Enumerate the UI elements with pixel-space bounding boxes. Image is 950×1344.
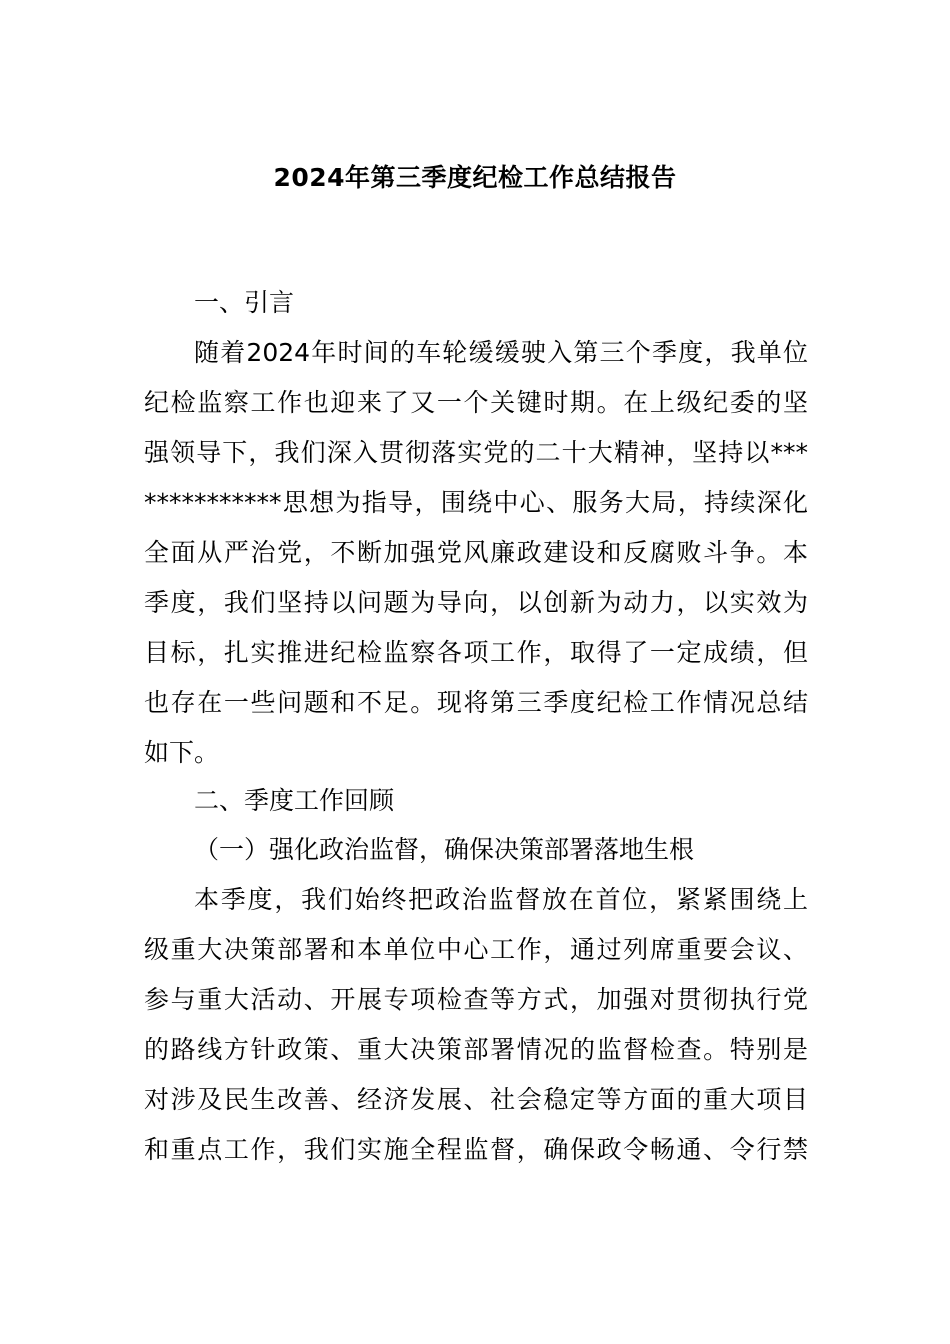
paragraph-line: 级重大决策部署和本单位中心工作，通过列席重要会议、 <box>144 935 808 964</box>
paragraph-line: 如下。 <box>144 738 220 767</box>
paragraph-line: 也存在一些问题和不足。现将第三季度纪检工作情况总结 <box>144 688 808 717</box>
paragraph-line: 和重点工作，我们实施全程监督，确保政令畅通、令行禁 <box>144 1135 808 1164</box>
subsection-heading-political-supervision: （一）强化政治监督，确保决策部署落地生根 <box>194 835 695 864</box>
paragraph-line: 参与重大活动、开展专项检查等方式，加强对贯彻执行党 <box>144 985 808 1014</box>
section-heading-introduction: 一、引言 <box>194 288 295 317</box>
paragraph-line: 随着2024年时间的车轮缓缓驶入第三个季度，我单位 <box>194 338 808 367</box>
document-title: 2024年第三季度纪检工作总结报告 <box>273 163 677 192</box>
paragraph-line: 全面从严治党，不断加强党风廉政建设和反腐败斗争。本 <box>144 538 808 567</box>
paragraph-political-supervision <box>144 875 808 1175</box>
paragraph-line: 强领导下，我们深入贯彻落实党的二十大精神，坚持以*** <box>144 438 808 467</box>
section-heading-quarterly-review: 二、季度工作回顾 <box>194 786 395 815</box>
paragraph-line: 本季度，我们始终把政治监督放在首位，紧紧围绕上 <box>194 885 808 914</box>
paragraph-line: 季度，我们坚持以问题为导向，以创新为动力，以实效为 <box>144 588 808 617</box>
paragraph-line: 目标，扎实推进纪检监察各项工作，取得了一定成绩，但 <box>144 638 808 667</box>
paragraph-line: 的路线方针政策、重大决策部署情况的监督检查。特别是 <box>144 1035 808 1064</box>
paragraph-introduction <box>144 328 808 778</box>
paragraph-line: 对涉及民生改善、经济发展、社会稳定等方面的重大项目 <box>144 1085 808 1114</box>
paragraph-line: ***********思想为指导，围绕中心、服务大局，持续深化 <box>144 488 808 517</box>
paragraph-line: 纪检监察工作也迎来了又一个关键时期。在上级纪委的坚 <box>144 388 808 417</box>
